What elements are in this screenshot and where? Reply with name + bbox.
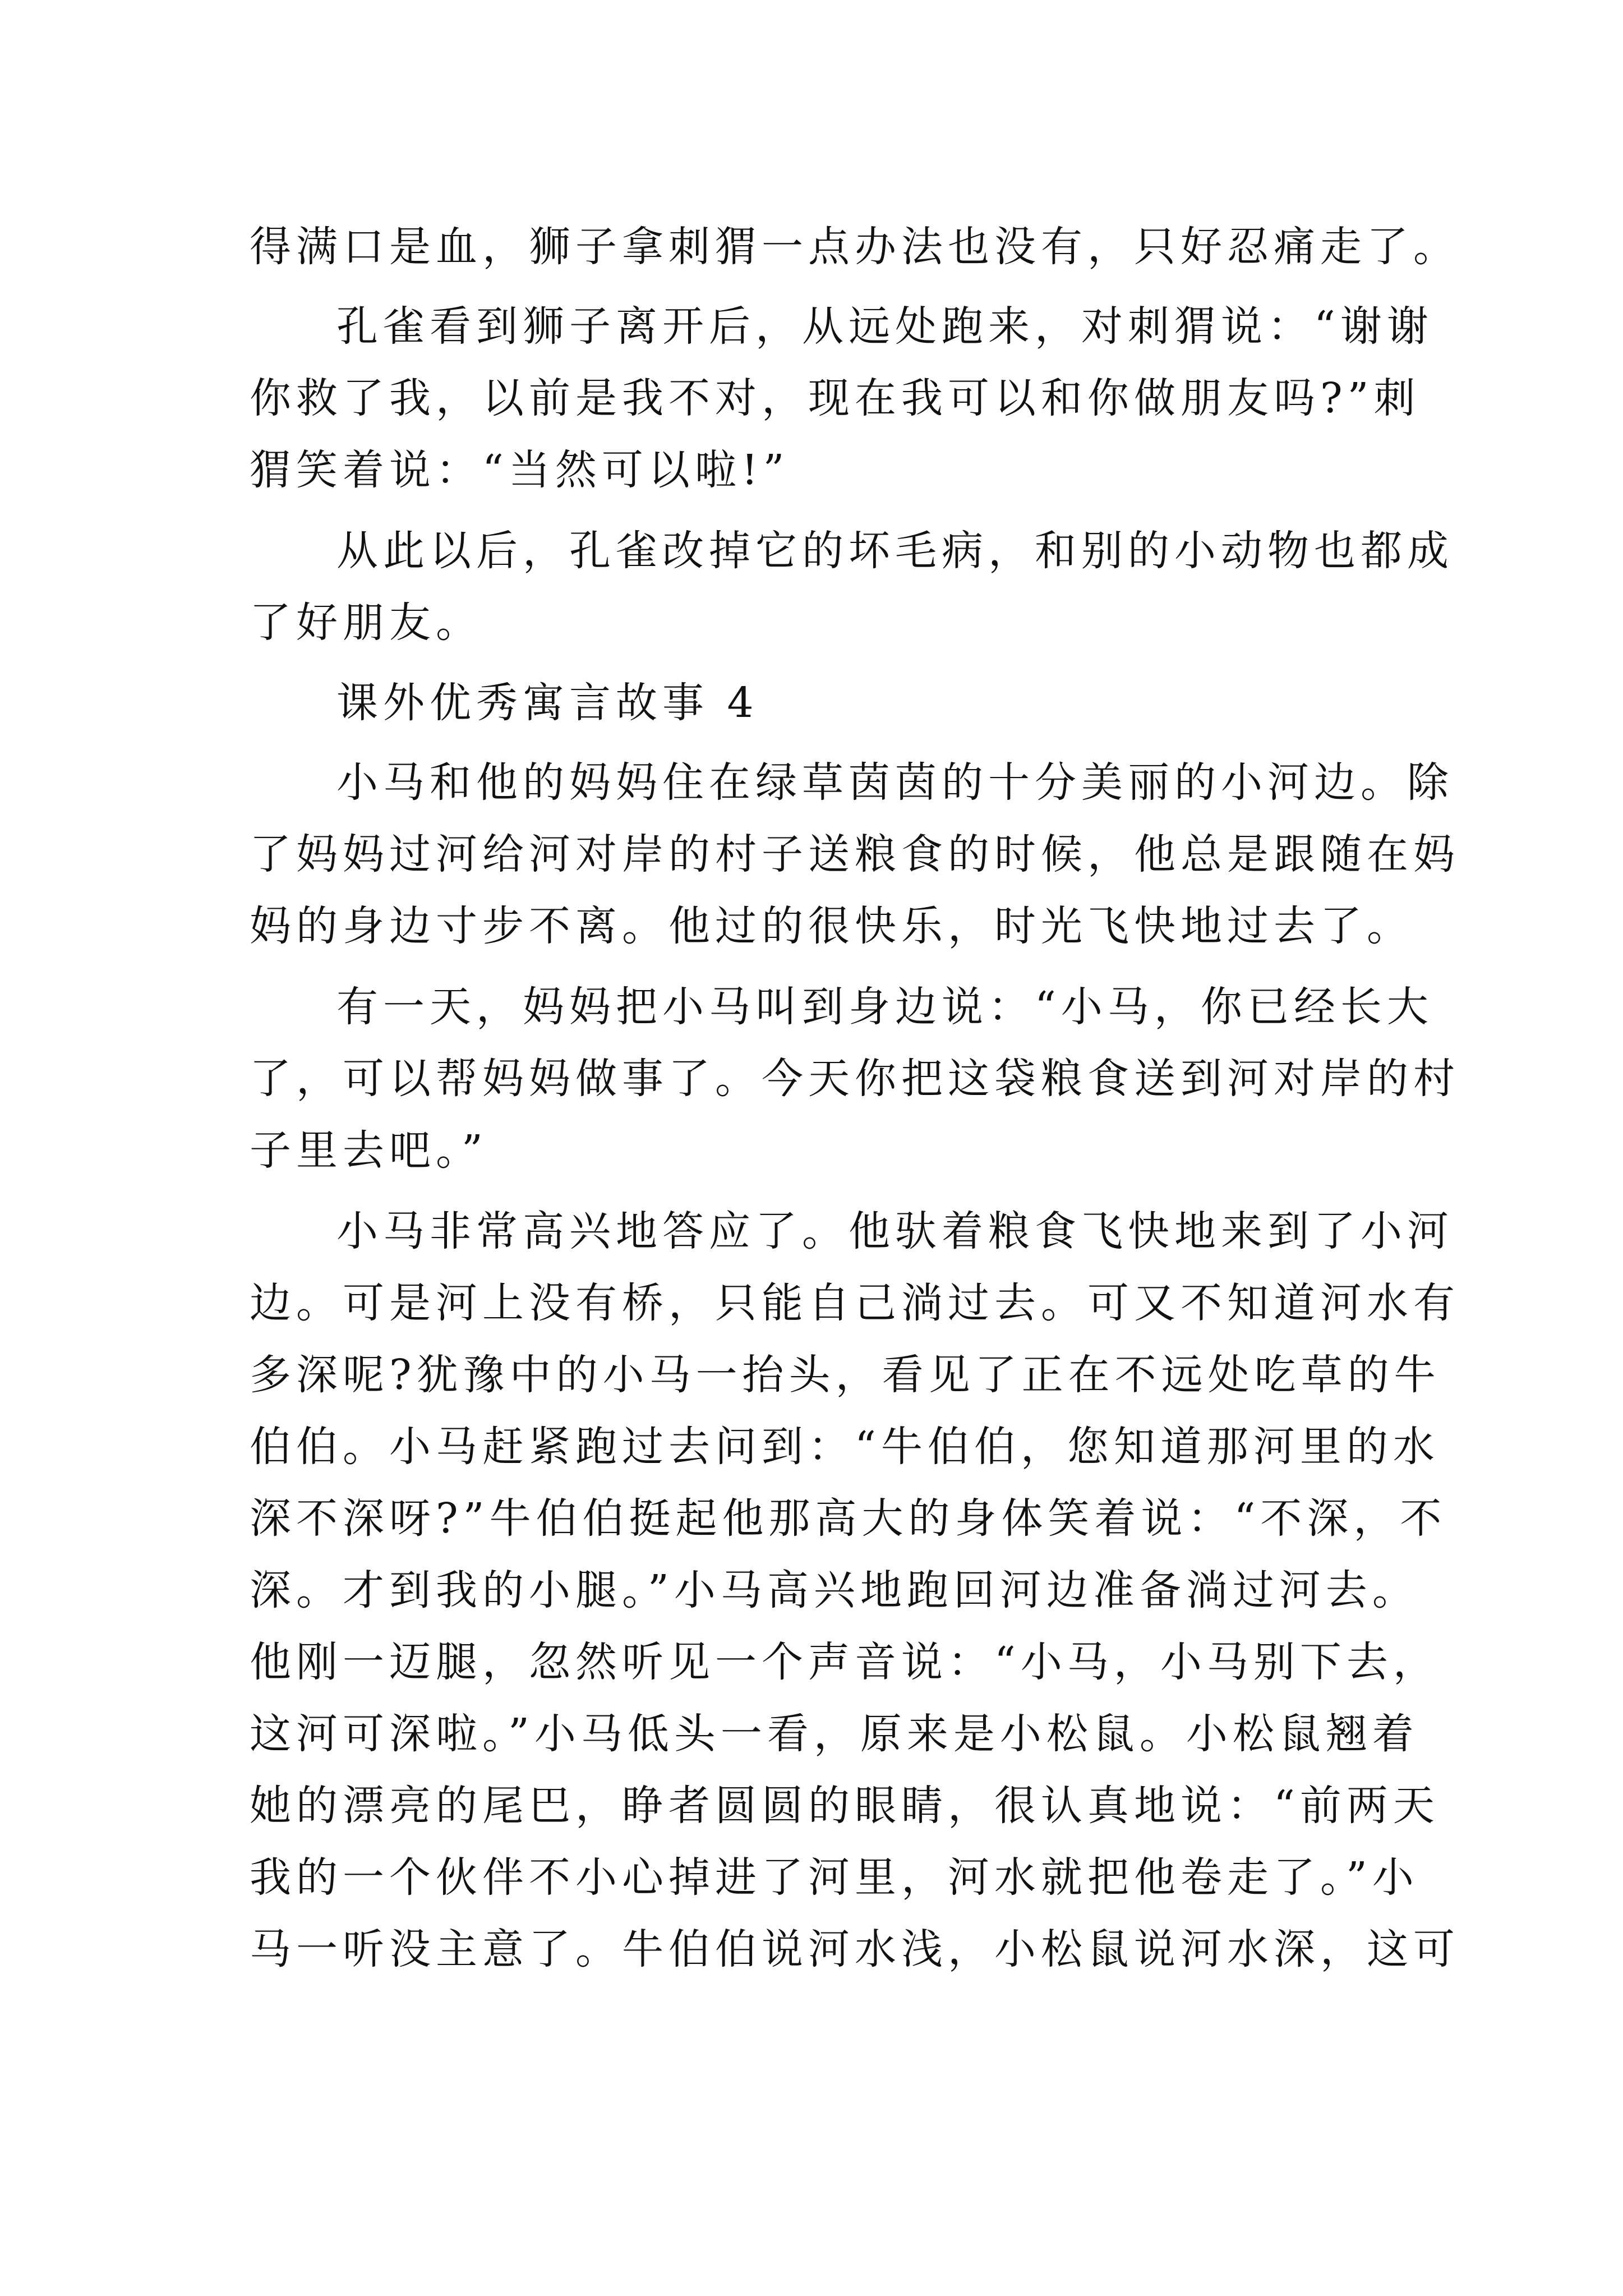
paragraph-line: 深不深呀?”牛伯伯挺起他那高大的身体笑着说：“不深，不 (250, 1494, 1447, 1543)
paragraph-line: 妈的身边寸步不离。他过的很快乐，时光飞快地过去了。 (250, 902, 1413, 950)
paragraph-line: 了，可以帮妈妈做事了。今天你把这袋粮食送到河对岸的村 (250, 1055, 1460, 1103)
paragraph-line: 得满口是血，狮子拿刺猬一点办法也没有，只好忍痛走了。 (250, 223, 1460, 271)
paragraph-line: 伯伯。小马赶紧跑过去问到：“牛伯伯，您知道那河里的水 (250, 1423, 1440, 1471)
paragraph-line: 了妈妈过河给河对岸的村子送粮食的时候，他总是跟随在妈 (250, 830, 1460, 878)
paragraph-line: 小马非常高兴地答应了。他驮着粮食飞快地来到了小河 (336, 1207, 1454, 1255)
paragraph-line: 小马和他的妈妈住在绿草茵茵的十分美丽的小河边。除 (336, 758, 1454, 807)
paragraph-line: 孔雀看到狮子离开后，从远处跑来，对刺猬说：“谢谢 (336, 302, 1433, 351)
paragraph-line: 你救了我，以前是我不对，现在我可以和你做朋友吗?”刺 (250, 374, 1421, 422)
paragraph-line: 从此以后，孔雀改掉它的坏毛病，和别的小动物也都成 (336, 527, 1454, 575)
paragraph-line: 了好朋友。 (250, 599, 482, 647)
paragraph-line: 多深呢?犹豫中的小马一抬头，看见了正在不远处吃草的牛 (250, 1351, 1441, 1399)
section-heading: 课外优秀寓言故事 4 (336, 679, 759, 727)
paragraph-line: 深。才到我的小腿。”小马高兴地跑回河边准备淌过河去。 (250, 1566, 1419, 1614)
paragraph-line: 她的漂亮的尾巴，睁者圆圆的眼睛，很认真地说：“前两天 (250, 1782, 1440, 1830)
paragraph-line: 边。可是河上没有桥，只能自己淌过去。可又不知道河水有 (250, 1279, 1460, 1327)
paragraph-line: 这河可深啦。”小马低头一看，原来是小松鼠。小松鼠翘着 (250, 1710, 1419, 1758)
paragraph-line: 他刚一迈腿，忽然听见一个声音说：“小马，小马别下去， (250, 1638, 1440, 1686)
paragraph-line: 猬笑着说：“当然可以啦!” (250, 446, 790, 494)
paragraph-line: 我的一个伙伴不小心掉进了河里，河水就把他卷走了。”小 (250, 1853, 1419, 1902)
paragraph-line: 有一天，妈妈把小马叫到身边说：“小马，你已经长大 (336, 983, 1433, 1031)
paragraph-line: 马一听没主意了。牛伯伯说河水浅，小松鼠说河水深，这可 (250, 1925, 1460, 1973)
paragraph-line: 子里去吧。” (250, 1126, 488, 1175)
